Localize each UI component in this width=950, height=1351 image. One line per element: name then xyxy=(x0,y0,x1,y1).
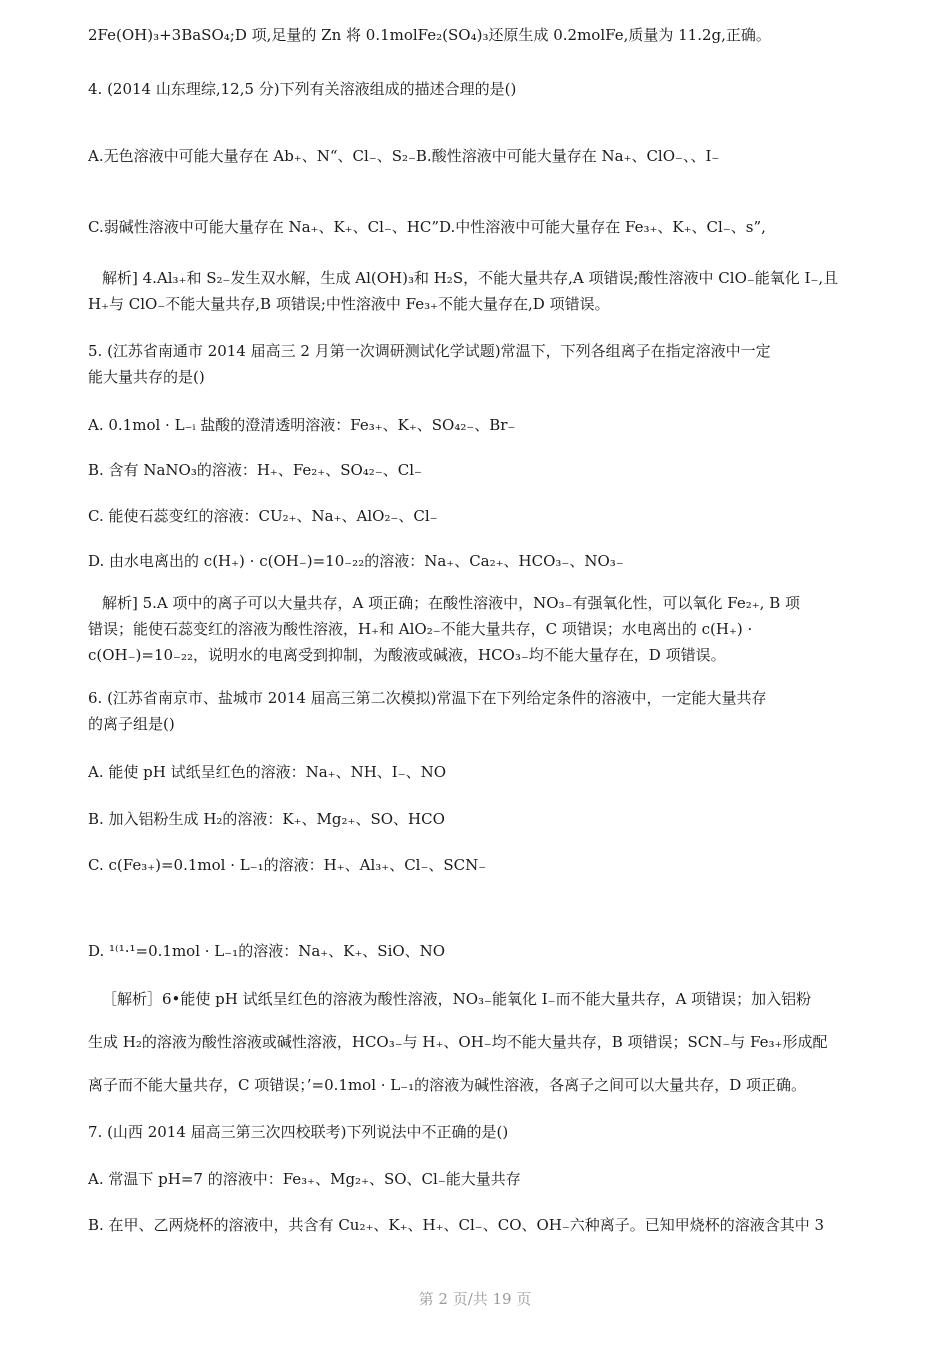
question-6-stem: 6. (江苏省南京市、盐城市 2014 届高三第二次模拟)常温下在下列给定条件的溶液中，一定能大量共存 xyxy=(88,689,767,707)
text-line: 2Fe(OH)₃+3BaSO₄;D 项,足量的 Zn 将 0.1molFe₂(SO₄)₃还原生成 0.2molFe,质量为 11.2g,正确。 xyxy=(88,26,771,44)
question-5-stem-cont: 能大量共存的是() xyxy=(88,368,205,386)
question-4-options-ab: A.无色溶液中可能大量存在 Ab₊、N“、Cl₋、S₂₋B.酸性溶液中可能大量存在 Na₊、ClO₋、、I₋ xyxy=(88,147,720,165)
analysis-6-line-2: 生成 H₂的溶液为酸性溶液或碱性溶液，HCO₃₋与 H₊、OH₋均不能大量共存，B 项错误；SCN₋与 Fe₃₊形成配 xyxy=(88,1033,828,1051)
question-7-option-a: A. 常温下 pH=7 的溶液中：Fe₃₊、Mg₂₊、SO、Cl₋能大量共存 xyxy=(88,1170,521,1188)
page-number: 第 2 页/共 19 页 xyxy=(418,1290,532,1308)
question-5-option-a: A. 0.1mol · L₋ᵢ 盐酸的澄清透明溶液：Fe₃₊、K₊、SO₄₂₋、Br₋ xyxy=(88,416,516,434)
question-6-option-a: A. 能使 pH 试纸呈红色的溶液：Na₊、NH、I₋、NO xyxy=(88,763,447,781)
question-4-options-cd: C.弱碱性溶液中可能大量存在 Na₊、K₊、Cl₋、HC”D.中性溶液中可能大量存在 Fe₃₊、K₊、Cl₋、s”, xyxy=(88,218,766,236)
question-7-stem: 7. (山西 2014 届高三第三次四校联考)下列说法中不正确的是() xyxy=(88,1123,509,1141)
question-5-option-b: B. 含有 NaNO₃的溶液：H₊、Fe₂₊、SO₄₂₋、Cl₋ xyxy=(88,461,422,479)
question-6-option-d: D. ¹⁽¹·¹=0.1mol · L₋₁的溶液：Na₊、K₊、SiO、NO xyxy=(88,942,446,960)
question-5-stem: 5. (江苏省南通市 2014 届高三 2 月第一次调研测试化学试题)常温下，下列各组离子在指定溶液中一定 xyxy=(88,342,771,360)
analysis-5-line-1: 解析] 5.A 项中的离子可以大量共存，A 项正确；在酸性溶液中，NO₃₋有强氧化性，可以氧化 Fe₂₊, B 项 xyxy=(102,594,800,612)
analysis-5-line-3: c(OH₋)=10₋₂₂，说明水的电离受到抑制，为酸液或碱液，HCO₃₋均不能大量存在，D 项错误。 xyxy=(88,646,726,664)
question-6-option-c: C. c(Fe₃₊)=0.1mol · L₋₁的溶液：H₊、Al₃₊、Cl₋、SCN₋ xyxy=(88,856,487,874)
analysis-5-line-2: 错误；能使石蕊变红的溶液为酸性溶液，H₊和 AlO₂₋不能大量共存，C 项错误；水电离出的 c(H₊) · xyxy=(88,620,753,638)
question-5-option-c: C. 能使石蕊变红的溶液：CU₂₊、Na₊、AlO₂₋、Cl₋ xyxy=(88,507,438,525)
question-6-option-b: B. 加入铝粉生成 H₂的溶液：K₊、Mg₂₊、SO、HCO xyxy=(88,810,445,828)
analysis-6-line-1: ［解析］6•能使 pH 试纸呈红色的溶液为酸性溶液，NO₃₋能氧化 I₋而不能大量共存，A 项错误；加入铝粉 xyxy=(102,990,812,1008)
analysis-6-line-3: 离子而不能大量共存，C 项错误；’=0.1mol · L₋₁的溶液为碱性溶液，各离子之间可以大量共存，D 项正确。 xyxy=(88,1076,806,1094)
analysis-4-line-1: 解析] 4.Al₃₊和 S₂₋发生双水解，生成 Al(OH)₃和 H₂S，不能大量共存,A 项错误;酸性溶液中 ClO₋能氧化 I₋,且 xyxy=(102,269,839,287)
analysis-4-line-2: H₊与 ClO₋不能大量共存,B 项错误;中性溶液中 Fe₃₊不能大量存在,D 项错误。 xyxy=(88,295,610,313)
question-6-stem-cont: 的离子组是() xyxy=(88,715,175,733)
question-7-option-b: B. 在甲、乙两烧杯的溶液中，共含有 Cu₂₊、K₊、H₊、Cl₋、CO、OH₋六种离子。已知甲烧杯的溶液含其中 3 xyxy=(88,1216,825,1234)
question-5-option-d: D. 由水电离出的 c(H₊) · c(OH₋)=10₋₂₂的溶液：Na₊、Ca₂₊、HCO₃₋、NO₃₋ xyxy=(88,552,624,570)
question-4-stem: 4. (2014 山东理综,12,5 分)下列有关溶液组成的描述合理的是() xyxy=(88,80,517,98)
